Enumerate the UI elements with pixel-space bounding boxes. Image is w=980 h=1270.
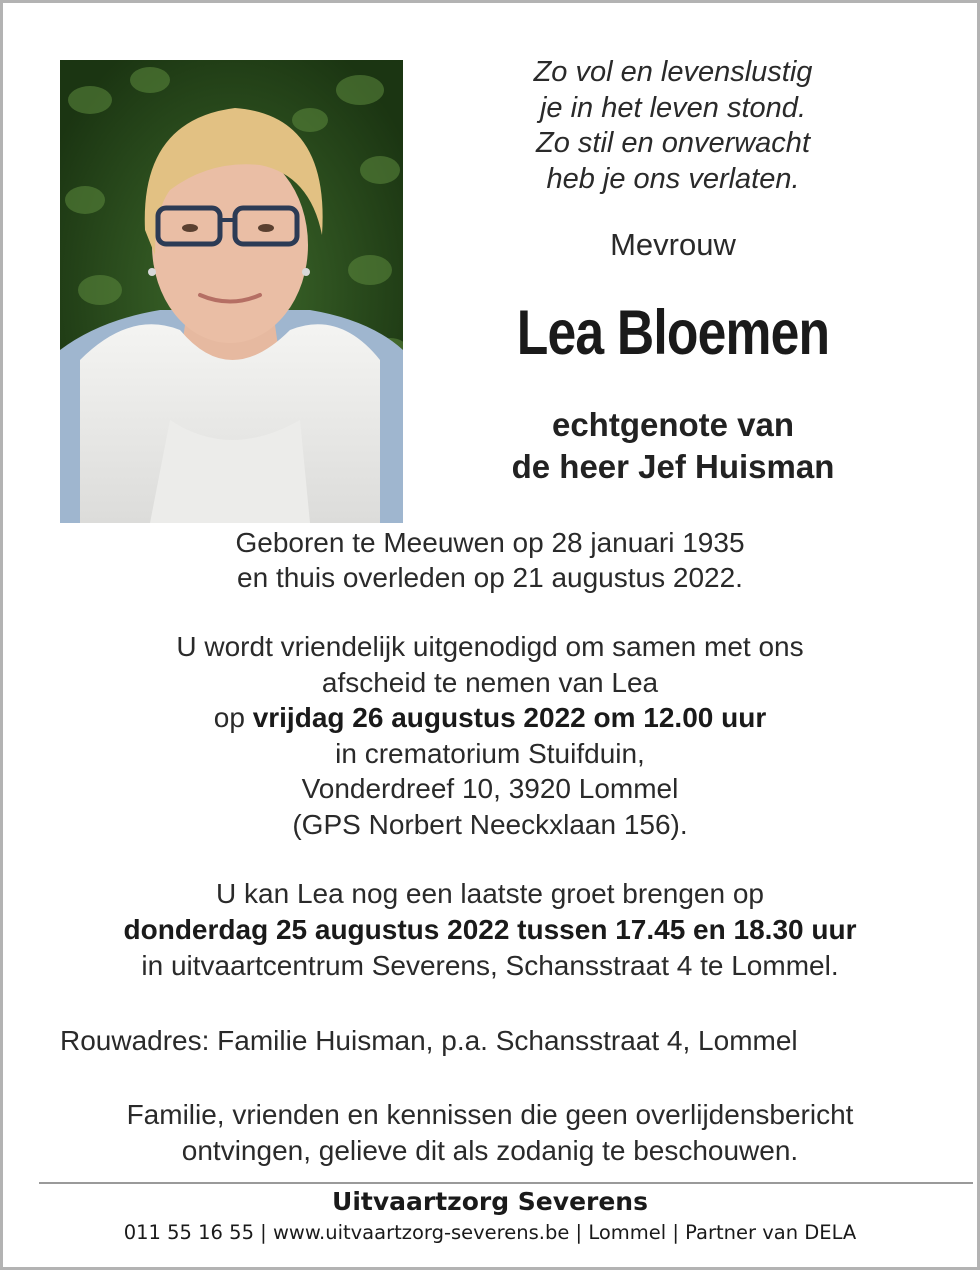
invitation-line-1: U wordt vriendelijk uitgenodigd om samen met ons <box>176 631 804 662</box>
separator: | <box>253 1221 273 1244</box>
footer-contact <box>3 1221 977 1244</box>
spouse-info <box>433 404 913 488</box>
date-prefix: op <box>213 702 253 733</box>
ceremony-gps: (GPS Norbert Neeckxlaan 156). <box>292 808 688 840</box>
memorial-poem <box>433 55 913 197</box>
death-line: en thuis overleden op 21 augustus 2022. <box>237 562 743 593</box>
poem-line: Zo vol en levenslustig <box>533 56 813 88</box>
birth-death-info <box>3 525 977 595</box>
invitation-line-2: afscheid te nemen van Lea <box>321 666 659 698</box>
poem-line: Zo stil en onverwacht <box>535 127 810 159</box>
spouse-line-2: de heer Jef Huisman <box>511 448 835 485</box>
separator: | <box>666 1221 686 1244</box>
ceremony-address: Vonderdreef 10, 3920 Lommel <box>301 773 679 804</box>
closing-note <box>3 1097 977 1169</box>
mourning-address: Rouwadres: Familie Huisman, p.a. Schansstraat 4, Lommel <box>60 1025 798 1056</box>
ceremony-date: vrijdag 26 augustus 2022 om 12.00 uur <box>252 702 767 733</box>
spouse-line-1: echtgenote van <box>551 406 795 443</box>
poem-line: je in het leven stond. <box>539 91 806 124</box>
portrait-photo <box>60 60 403 523</box>
honorific: Mevrouw <box>610 227 736 262</box>
funeral-company: Uitvaartzorg Severens <box>332 1187 648 1216</box>
separator: | <box>569 1221 589 1244</box>
deceased-name: Lea Bloemen <box>516 298 830 368</box>
ceremony-location: in crematorium Stuifduin, <box>335 737 645 769</box>
closing-line-1: Familie, vrienden en kennissen die geen overlijdensbericht <box>126 1099 854 1130</box>
ceremony-info <box>3 629 977 842</box>
ceremony-date-line <box>3 700 977 736</box>
website-link[interactable]: www.uitvaartzorg-severens.be <box>272 1221 570 1244</box>
closing-line-2: ontvingen, gelieve dit als zodanig te beschouwen. <box>181 1135 799 1166</box>
visitation-info <box>3 876 977 984</box>
birth-line: Geboren te Meeuwen op 28 januari 1935 <box>235 527 745 558</box>
partner-text: Partner van DELA <box>685 1221 857 1244</box>
visitation-date: donderdag 25 augustus 2022 tussen 17.45 en 18.30 uur <box>123 914 857 945</box>
footer-city: Lommel <box>588 1221 667 1244</box>
visitation-location: in uitvaartcentrum Severens, Schansstraat 4 te Lommel. <box>141 950 839 981</box>
visitation-intro: U kan Lea nog een laatste groet brengen op <box>216 878 764 909</box>
phone-number: 011 55 16 55 <box>123 1221 254 1244</box>
poem-line: heb je ons verlaten. <box>546 162 800 195</box>
footer-divider <box>39 1182 973 1184</box>
